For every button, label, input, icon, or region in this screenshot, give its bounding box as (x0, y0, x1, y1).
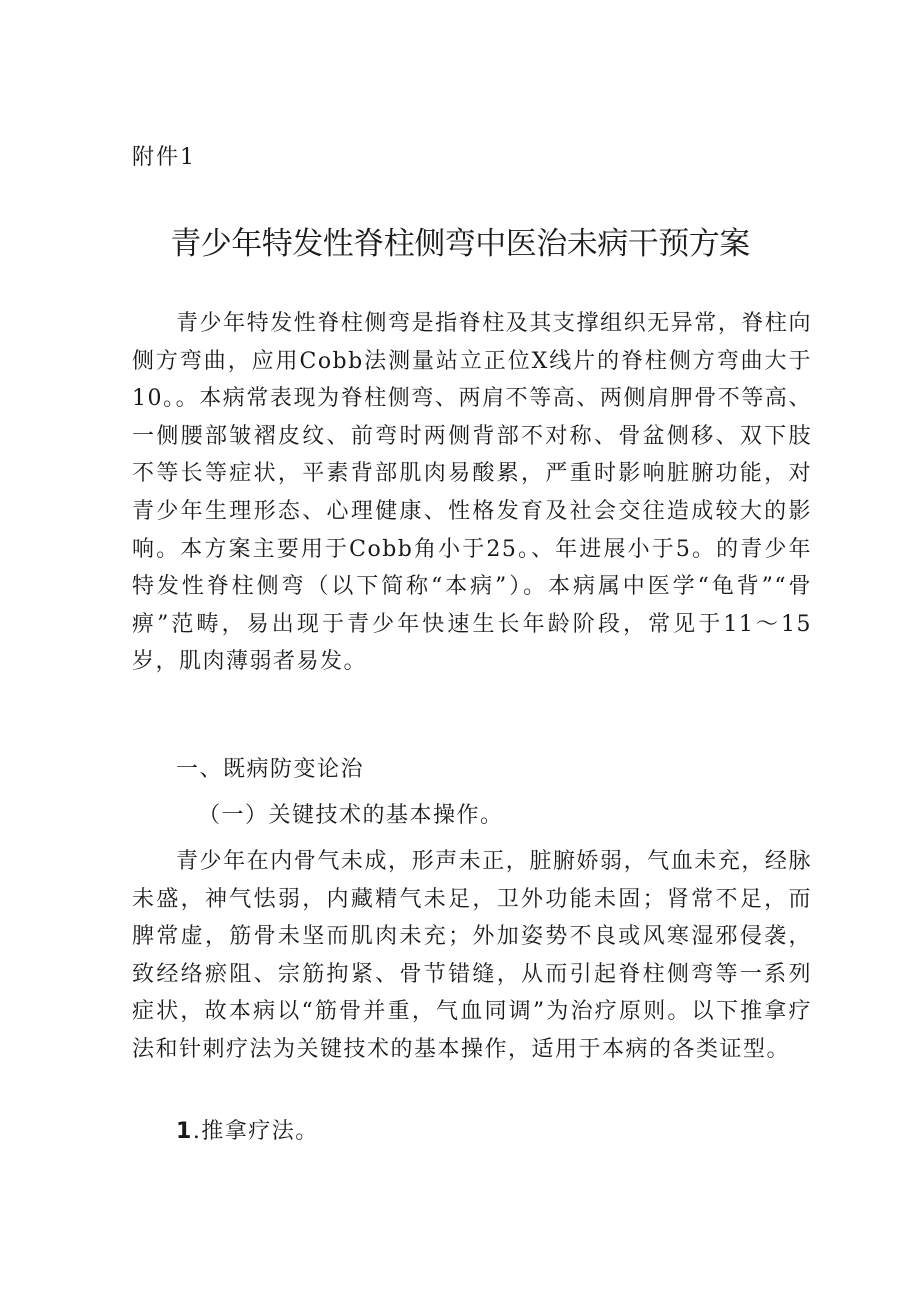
intro-paragraph: 青少年特发性脊柱侧弯是指脊柱及其支撑组织无异常，脊柱向侧方弯曲，应用Cobb法测量站立正位X线片的脊柱侧方弯曲大于10。。本病常表现为脊柱侧弯、两肩不等高、两侧肩胛骨不等高、一侧腰部皱褶皮纹、前弯时两侧背部不对称、骨盆侧移、双下肢不等长等症状，平素背部肌肉易酸累，严重时影响脏腑功能，对青少年生理形态、心理健康、性格发育及社会交往造成较大的影响。本方案主要用于Cobb角小于25。、年进展小于5。的青少年特发性脊柱侧弯（以下简称“本病”）。本病属中医学“龟背”“骨痹”范畴，易出现于青少年快速生长年龄阶段，常见于11～15岁，肌肉薄弱者易发。 (132, 311, 812, 675)
intro-paragraph-block (132, 305, 812, 681)
item-number: 1 (176, 1119, 193, 1144)
subsection-heading: （一）关键技术的基本操作。 (198, 803, 504, 828)
section-heading: 一、既病防变论治 (176, 757, 365, 782)
principle-paragraph: 青少年在内骨气未成，形声未正，脏腑娇弱，气血未充，经脉未盛，神气怯弱，内藏精气未足，卫外功能未固；肾常不足，而脾常虚，筋骨未坚而肌肉未充；外加姿势不良或风寒湿邪侵袭，致经络瘀阻、宗筋拘紧、骨节错缝，从而引起脊柱侧弯等一系列症状，故本病以“筋骨并重，气血同调”为治疗原则。以下推拿疗法和针刺疗法为关键技术的基本操作，适用于本病的各类证型。 (132, 849, 812, 1062)
item-heading (176, 1114, 319, 1145)
item-heading-text: .推拿疗法。 (192, 1119, 319, 1144)
document-title: 青少年特发性脊柱侧弯中医治未病干预方案 (170, 226, 750, 262)
principle-paragraph-block (132, 843, 812, 1069)
attachment-label: 附件1 (132, 145, 196, 170)
